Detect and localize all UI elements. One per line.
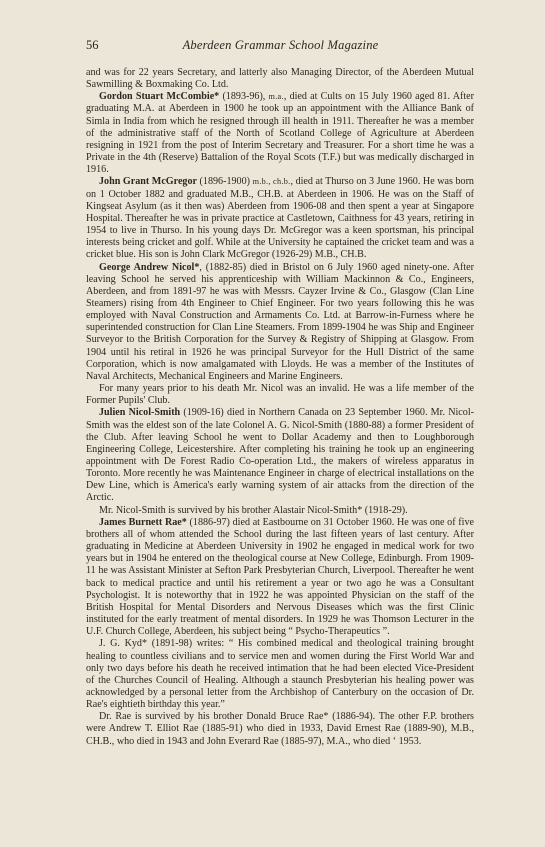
paragraph — [86, 67, 474, 91]
paragraph-text: died in Bristol on 6 July 1960 aged ninety-one. After leaving School he served his apprenticeship with William Mackinnon & Co., Engineers, Aberdeen, and from 1891-97 he was with Messrs. Cayzer Irvine & Co., Glasgow (Clan Line Steamers) rising from 4th Engineer to Chief Engineer. For two years following this he was employed with Naval Construction and Armaments Co. Ltd. at Barrow-in-Furness where he superintended construction for Clan Line Steamers. From 1899-1904 he was Ship and Engineer Surveyor to the British Corporation for the Survey & Registry of Shipping at Glasgow. From 1904 until his retiral in 1926 he was principal Surveyor for the Hull District of the same Corporation, which is now amalgamated with Lloyds. He was a member of the Institutes of Naval Architects, Mechanical Engineers and Marine Engineers. — [86, 261, 475, 382]
paragraph-text: and was for 22 years Secretary, and latterly also Managing Director, of the Aberdeen Mutual Sawmilling & Boxmaking Co. Ltd. — [86, 67, 474, 91]
obituary-years: (1893-96), — [219, 91, 269, 103]
paragraph-text: , died at Thurso on 3 June 1960. He was born on 1 October 1882 and graduated M.B., CH.B. at Aberdeen in 1906. He was on the Staff of Kingseat Asylum (as it then was) Aberdeen from 1906-08 and then spent a year at Singapore Hospital. Thereafter he was in private practice at Castletown, Caithness for 43 years, retiring in 1954 to live in Thurso. In his young days Dr. McGregor was a keen sportsman, his principal interests being cricket and golf. While at the University he captained the cricket team and was a cricket blue. His son is John Clark McGregor (1926-29) M.B., CH.B. — [86, 176, 474, 261]
paragraph-text: died in Northern Canada on 23 September 1960. Mr. Nicol-Smith was the eldest son of the late Colonel A. G. Nicol-Smith (1880-88) a former President of the Club. After leaving School he went to Dollar Academy and then to Loughborough Engineering College, Leicestershire. After completing his training he took up an engineering appointment with De Forest Radio Co-operation Ltd., the makers of wireless apparatus in Toronto. More recently he was Maintenance Engineer in charge of electrical installations on the Dew Line, which is America's early warning system of air attacks from the direction of the Arctic. — [86, 407, 474, 504]
obituary-entry — [86, 262, 474, 384]
paragraph-text: Dr. Rae is survived by his brother Donald Bruce Rae* (1886-94). The other F.P. brothers were Andrew T. Elliot Rae (1885-91) who died in 1933, David Ernest Rae (1889-90), M.B., CH.B., who died in 1943 and John Everard Rae (1885-97), M.A., who died ‘ 1953. — [86, 711, 474, 747]
paragraph — [86, 711, 474, 747]
obituary-degrees: m.a. — [268, 92, 284, 102]
obituary-years: (1886-97) — [186, 516, 233, 528]
obituary-name: Gordon Stuart McCombie* — [99, 91, 220, 103]
obituary-name: John Grant McGregor — [99, 176, 197, 188]
obituary-name: James Burnett Rae* — [99, 516, 187, 528]
obituary-entry — [86, 176, 474, 261]
paragraph-text: J. G. Kyd* (1891-98) writes: “ His combined medical and theological training brought healing to countless civilians and to service men and women during the First World War and only two days before his death he received intimation that he had been elected Vice-President of the Churches Council of Healing. Although a staunch Presbyterian his healing power was acknowledged by a personal letter from the Archbishop of Canterbury on the occasion of Dr. Rae's eightieth birthday this year.” — [86, 638, 474, 711]
obituary-years: (1896-1900) — [197, 176, 253, 188]
paragraph-text: died at Eastbourne on 31 October 1960. He was one of five brothers all of whom attended the School during the last fifteen years of last century. After graduating in Medicine at Aberdeen University in 1902 he engaged in medical work for two years but in 1904 he entered on the theological course at New College, Edinburgh. From 1909-11 he was Assistant Minister at Sefton Park Presbyterian Church, Liverpool. Thereafter he went back to medical practice and until his retirement a year or two ago he was a Consultant Psychologist. It is noteworthy that in 1922 he was appointed Physician on the staff of the British Hospital for Mental Disorders and Nervous Diseases which was the first Clinic instituted for the early treatment of mental disorders. In 1929 he was Thomson Lecturer in the U.F. Church College, Aberdeen, his subject being “ Psycho-Therapeutics ”. — [86, 516, 474, 638]
obituary-years: (1909-16) — [180, 407, 227, 419]
paragraph — [86, 505, 474, 517]
obituary-name: George Andrew Nicol* — [99, 261, 200, 273]
paragraph — [86, 383, 474, 407]
quotation-paragraph — [86, 638, 474, 711]
page-body — [86, 67, 474, 748]
obituary-years: , (1882-85) — [199, 261, 250, 273]
page-header — [86, 38, 475, 58]
obituary-entry — [86, 517, 474, 639]
obituary-degrees: m.b., ch.b. — [252, 177, 291, 187]
page-number: 56 — [86, 38, 99, 52]
obituary-entry — [86, 91, 474, 176]
running-title: Aberdeen Grammar School Magazine — [182, 38, 379, 52]
paragraph-text: , died at Cults on 15 July 1960 aged 81. After graduating M.A. at Aberdeen in 1900 he took up an appointment with the Alliance Bank of Simla in India from which he resigned through ill health in 1911. Thereafter he was a member of the administrative staff of the North of Scotland College of Agriculture at Aberdeen resigning in 1921 from the post of Interim Secretary and Treasurer. For a short time he was a Private in the 4th (Reserve) Battalion of the Royal Scots (T.F.) but was medically discharged in 1916. — [86, 91, 474, 176]
paragraph-text: For many years prior to his death Mr. Nicol was an invalid. He was a life member of the Former Pupils' Club. — [86, 383, 474, 407]
obituary-name: Julien Nicol-Smith — [99, 407, 181, 419]
obituary-entry — [86, 407, 474, 504]
paragraph-text: Mr. Nicol-Smith is survived by his brother Alastair Nicol-Smith* (1918-29). — [99, 504, 408, 516]
